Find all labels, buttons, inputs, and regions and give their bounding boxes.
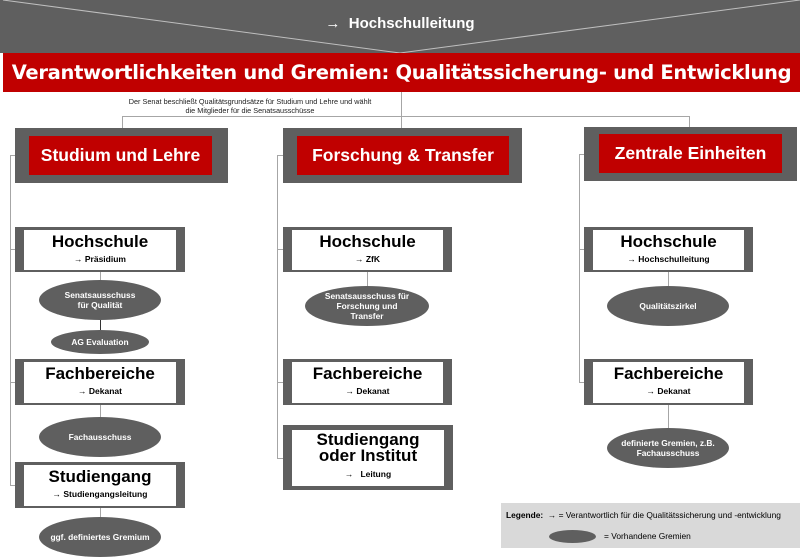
gremium-ellipse: definierte Gremien, z.B. Fachausschuss [607,428,729,468]
box-title-line1: Studiengang [316,430,420,449]
box-title-line2: oder Institut [318,446,418,465]
column-header-forschung [283,128,522,183]
senate-note-line1: Der Senat beschließt Qualitätsgrundsätze für Studium und Lehre und wählt [128,97,372,106]
column-header-zentrale [584,127,797,181]
connector-center-vertical [401,92,402,128]
col1-link-ag [100,320,101,330]
legend-ellipse-icon [549,530,596,543]
gremium-ellipse: AG Evaluation [51,330,149,354]
box-responsible: → Dekanat [646,386,691,396]
legend-label: Legende: [506,510,544,520]
col3-box-hochschule [584,227,753,272]
box-title: Fachbereiche [312,364,423,383]
box-responsible: → Hochschulleitung [627,254,710,264]
col1-spine [10,155,11,485]
col1-box-fachbereiche [15,359,185,405]
box-responsible: → Dekanat [78,386,122,396]
box-responsible: → Dekanat [345,386,390,396]
col3-box-fachbereiche [584,359,753,405]
connector-horizontal [122,116,690,117]
box-title: Hochschule [51,232,149,251]
box-title: Fachbereiche [613,364,724,383]
page-title: Verantwortlichkeiten und Gremien: Qualitätssicherung- und Entwicklung [3,53,800,92]
col1-link-fachbereiche [100,405,101,417]
column-header-studium-label: Studium und Lehre [29,136,212,175]
box-responsible: → ZfK [354,254,381,264]
box-title: Fachbereiche [45,364,155,383]
gremium-ellipse: Senatsausschuss für Forschung und Transfer [305,286,429,326]
gremium-ellipse: Fachausschuss [39,417,161,457]
gremium-ellipse: ggf. definiertes Gremium [39,517,161,557]
connector-col3-drop [689,116,690,127]
box-responsible: → Studiengangsleitung [52,489,148,499]
box-responsible: → Leitung [344,469,392,479]
legend-arrow-meaning: → = Verantwortlich für die Qualitätssicherung und -entwicklung [547,510,781,520]
gremium-ellipse: Qualitätszirkel [607,286,729,326]
col2-box-hochschule [283,227,452,272]
col3-link-hochschule [668,272,669,286]
senate-note [80,97,420,115]
box-title: Studiengang [48,467,152,486]
col1-link-studiengang [100,508,101,517]
col2-spine [277,155,278,458]
col1-box-hochschule [15,227,185,272]
column-header-studium [15,128,228,183]
connector-col1-drop [122,116,123,128]
col2-link-hochschule [367,272,368,286]
box-title: Hochschule [319,232,416,251]
col3-spine [579,154,580,382]
col2-box-fachbereiche [283,359,452,405]
column-header-zentrale-label: Zentrale Einheiten [599,134,782,173]
legend [501,503,800,548]
banner-label [0,15,800,32]
arrow-icon: → [325,15,341,32]
box-responsible: → Präsidium [74,254,126,264]
banner-text: Hochschulleitung [348,15,475,32]
top-banner [0,0,800,53]
col3-link-fachbereiche [668,405,669,428]
col2-box-studiengang-institut [283,425,453,490]
senate-note-line2: die Mitglieder für die Senatsausschüsse [185,106,315,115]
legend-ellipse-meaning: = Vorhandene Gremien [604,531,691,541]
legend-row-arrow [506,510,781,520]
col1-box-studiengang [15,462,185,508]
column-header-forschung-label: Forschung & Transfer [297,136,509,175]
box-title: Hochschule [620,232,717,251]
gremium-ellipse: Senatsausschuss für Qualität [39,280,161,320]
